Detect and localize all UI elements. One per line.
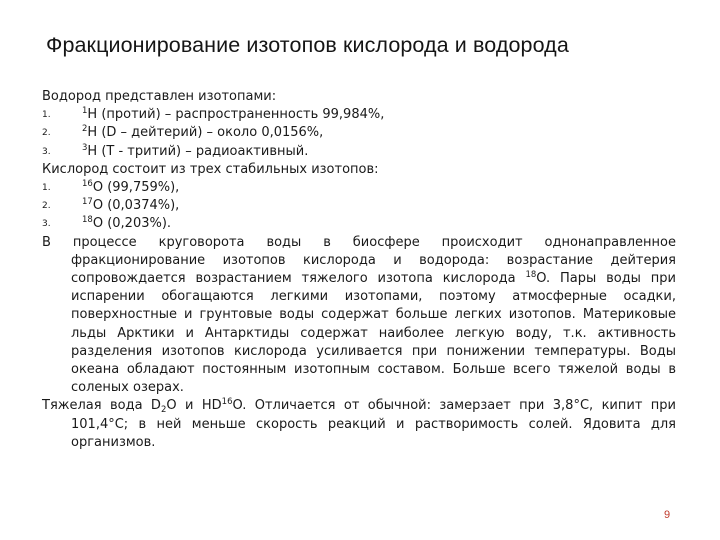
- paragraph-text: O. Пары воды при испарении обогащаются легкими изотопами, поэтому атмосферные осадки, поверхностные и грунтовые воды содержат больше легких изотопов. Материковые льды Арктики и Антарктиды содержат наиболее легкую воду, т.к. активность разделения изотопов кислорода усиливается при понижении температуры. Воды океана обладают постоянным изотопным составом. Больше всего тяжелой воды в соленых озерах.: [71, 270, 676, 396]
- isotope-description: O (99,759%),: [92, 179, 180, 195]
- oxygen-isotope-3: [42, 215, 676, 233]
- list-number: 1.: [42, 182, 51, 193]
- isotope-text: [82, 143, 308, 161]
- slide-body: [42, 88, 676, 452]
- water-cycle-paragraph: [42, 234, 676, 398]
- list-number: 3.: [42, 146, 51, 157]
- paragraph-text: В процессе круговорота воды в биосфере происходит однонаправленное фракционирование изотопов кислорода и водорода: возрастание дейтерия сопровождается возрастанием тяжелого изотопа кислорода: [42, 234, 676, 286]
- oxygen-isotope-2: [42, 197, 676, 215]
- mass-number: 1: [82, 106, 88, 117]
- isotope-description: H (D – дейтерий) – около 0,0156%,: [87, 125, 324, 141]
- isotope-text: [82, 106, 384, 124]
- isotope-description: O (0,203%).: [92, 216, 172, 232]
- mass-number: 18: [525, 269, 537, 280]
- isotope-text: [82, 197, 179, 215]
- heavy-water-paragraph: [42, 397, 676, 452]
- oxygen-isotope-1: [42, 179, 676, 197]
- subscript: 2: [160, 405, 167, 416]
- mass-number: 18: [82, 215, 93, 226]
- isotope-text: [82, 215, 171, 233]
- paragraph-text: Тяжелая вода D: [42, 398, 161, 414]
- mass-number: 16: [82, 178, 93, 189]
- list-number: 3.: [42, 219, 51, 230]
- paragraph-text: O. Отличается от обычной: замерзает при 3,8°С, кипит при 101,4°С; в ней меньше скорость реакций и растворимость солей. Ядовита для организмов.: [71, 398, 676, 450]
- mass-number: 17: [82, 197, 93, 208]
- isotope-text: [82, 124, 323, 142]
- list-number: 2.: [42, 128, 51, 139]
- paragraph-text: O и HD: [166, 398, 222, 414]
- mass-number: 3: [82, 142, 88, 153]
- list-number: 1.: [42, 110, 51, 121]
- hydrogen-isotope-2: [42, 124, 676, 142]
- hydrogen-isotope-3: [42, 143, 676, 161]
- hydrogen-intro: Водород представлен изотопами:: [42, 89, 277, 104]
- page-number: 9: [664, 509, 671, 521]
- isotope-text: [82, 179, 179, 197]
- hydrogen-isotope-1: [42, 106, 676, 124]
- isotope-description: H (T - тритий) – радиоактивный.: [87, 143, 309, 159]
- list-number: 2.: [42, 201, 51, 212]
- mass-number: 2: [82, 124, 88, 135]
- oxygen-intro: Кислород состоит из трех стабильных изотопов:: [42, 161, 379, 177]
- slide-title: Фракционирование изотопов кислорода и водорода: [46, 33, 569, 57]
- mass-number: 16: [221, 397, 233, 408]
- isotope-description: O (0,0374%),: [92, 198, 180, 214]
- isotope-description: H (протий) – распространенность 99,984%,: [87, 107, 385, 123]
